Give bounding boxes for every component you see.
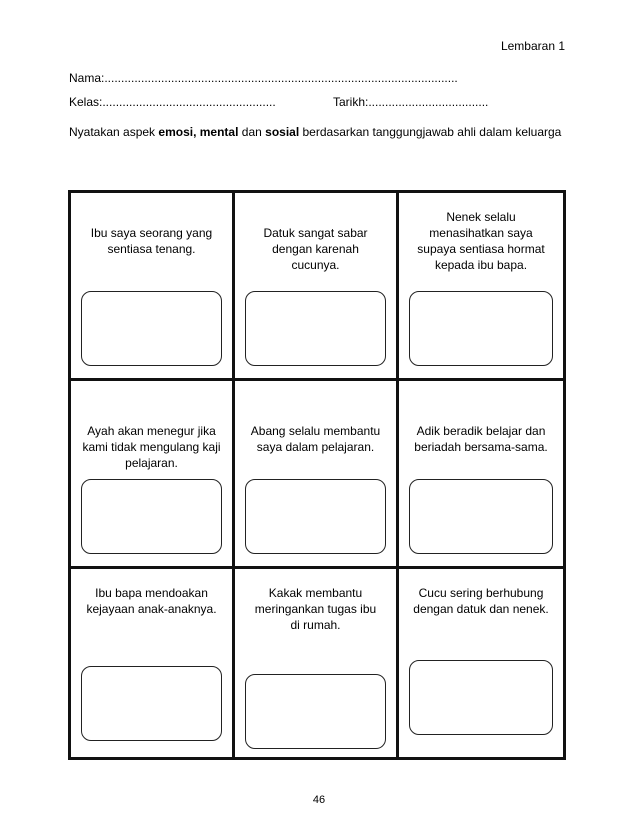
card-8-text: Kakak membantu meringankan tugas ibu di rumah.	[254, 586, 377, 632]
nama-field[interactable]: Nama:..........................................................................................................	[69, 71, 458, 85]
card-9-text: Cucu sering berhubung dengan datuk dan nenek.	[413, 586, 549, 616]
statement-grid	[68, 190, 566, 760]
emosi-keyword: emosi,	[158, 125, 197, 139]
instruction-prefix: Nyatakan aspek	[69, 125, 159, 139]
card-5-text: Abang selalu membantu saya dalam pelajaran.	[250, 424, 381, 454]
instruction-dan: dan	[238, 125, 266, 139]
page-number: 46	[312, 794, 326, 806]
card-5-answer-box[interactable]	[245, 479, 386, 554]
card-7-text: Ibu bapa mendoakan kejayaan anak-anaknya.	[86, 586, 217, 616]
card-9	[399, 569, 563, 757]
sosial-keyword: sosial	[265, 125, 300, 139]
kelas-field[interactable]: Kelas:....................................................	[69, 95, 276, 109]
card-1	[71, 193, 235, 381]
card-2-text: Datuk sangat sabar dengan karenah cucunya.	[263, 226, 368, 272]
card-8-answer-box[interactable]	[245, 674, 386, 749]
tarikh-field[interactable]: Tarikh:....................................	[333, 95, 489, 109]
card-6-text: Adik beradik belajar dan beriadah bersama-sama.	[414, 424, 548, 454]
card-2-answer-box[interactable]	[245, 291, 386, 366]
card-1-answer-box[interactable]	[81, 291, 222, 366]
card-6-answer-box[interactable]	[409, 479, 553, 554]
card-2	[235, 193, 399, 381]
instruction-suffix: berdasarkan tanggungjawab ahli dalam keluarga	[299, 125, 562, 139]
card-4-answer-box[interactable]	[81, 479, 222, 554]
card-5	[235, 381, 399, 569]
card-8	[235, 569, 399, 757]
card-4	[71, 381, 235, 569]
card-1-text: Ibu saya seorang yang sentiasa tenang.	[90, 226, 213, 256]
card-9-answer-box[interactable]	[409, 660, 553, 735]
card-3-answer-box[interactable]	[409, 291, 553, 366]
mental-keyword: mental	[199, 125, 239, 139]
card-3-text: Nenek selalu menasihatkan saya supaya sentiasa hormat kepada ibu bapa.	[417, 210, 545, 272]
card-6	[399, 381, 563, 569]
card-3	[399, 193, 563, 381]
card-4-text: Ayah akan menegur jika kami tidak mengulang kaji pelajaran.	[82, 424, 221, 470]
card-7	[71, 569, 235, 757]
card-7-answer-box[interactable]	[81, 666, 222, 741]
instruction	[69, 124, 565, 141]
sheet-label: Lembaran 1	[500, 39, 565, 53]
